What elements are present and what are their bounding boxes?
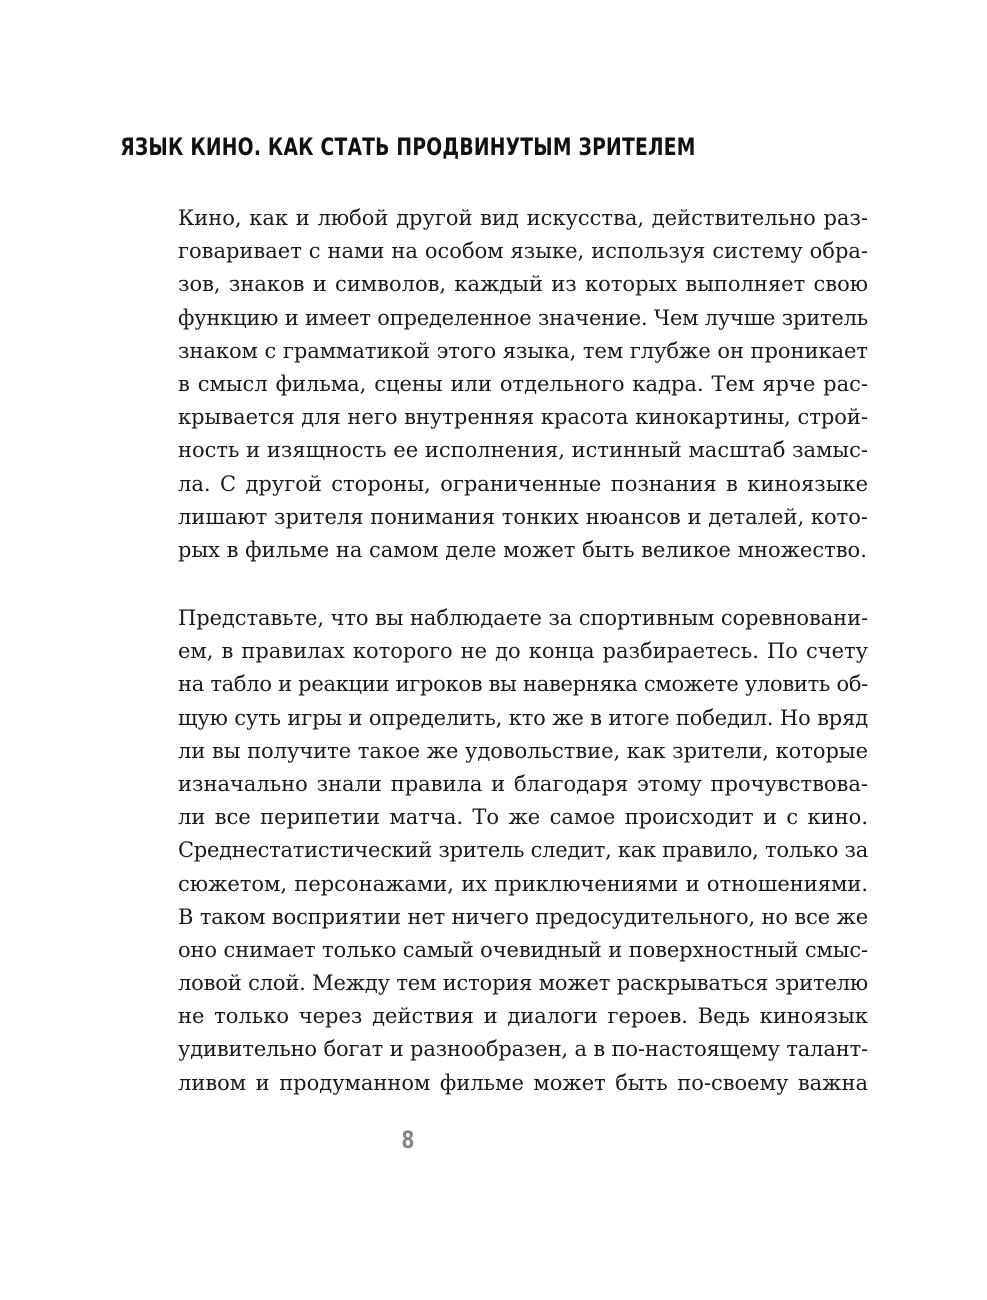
page-number: 8 (401, 1126, 415, 1154)
text-line: оно снимает только самый очевидный и поверхностный смыс- (178, 937, 868, 962)
text-line: Среднестатистический зритель следит, как правило, только за (178, 838, 868, 863)
text-line: ливом и продуманном фильме может быть по-своему важна (178, 1070, 868, 1095)
text-line: ловой слой. Между тем история может раскрываться зрителю (178, 971, 868, 996)
text-line: зов, знаков и символов, каждый из которых выполняет свою (178, 272, 868, 297)
text-line: рых в фильме на самом деле может быть великое множество. (178, 537, 867, 562)
text-line: изначально знали правила и благодаря этому прочувствова- (178, 771, 868, 796)
text-line: крывается для него внутренняя красота кинокартины, строй- (178, 405, 868, 430)
paragraph-2 (178, 602, 868, 1100)
text-line: удивительно богат и разнообразен, а в по-настоящему талант- (178, 1037, 868, 1062)
text-line: не только через действия и диалоги героев. Ведь киноязык (178, 1004, 868, 1029)
text-line: в смысл фильма, сцены или отдельного кадра. Тем ярче рас- (178, 371, 868, 396)
text-line: функцию и имеет определенное значение. Чем лучше зритель (178, 305, 868, 330)
running-title: ЯЗЫК КИНО. КАК СТАТЬ ПРОДВИНУТЫМ ЗРИТЕЛЕМ (120, 133, 696, 161)
text-line: говаривает с нами на особом языке, используя систему обра- (178, 239, 868, 264)
text-line: ли вы получите такое же удовольствие, как зрители, которые (178, 738, 868, 763)
text-line: В таком восприятии нет ничего предосудительного, но все же (178, 904, 869, 929)
text-line: Представьте, что вы наблюдаете за спортивным соревновани- (178, 606, 868, 630)
text-line: щую суть игры и определить, кто же в итоге победил. Но вряд (178, 705, 868, 730)
text-line: Кино, как и любой другой вид искусства, действительно раз- (178, 206, 868, 230)
paragraph-1 (178, 202, 868, 567)
text-line: ем, в правилах которого не до конца разбираетесь. По счету (178, 639, 868, 664)
text-line: на табло и реакции игроков вы наверняка сможете уловить об- (178, 672, 868, 697)
text-line: сюжетом, персонажами, их приключениями и отношениями. (178, 871, 868, 896)
text-line: ли все перипетии матча. То же самое происходит и с кино. (178, 805, 868, 830)
text-line: ность и изящность ее исполнения, истинный масштаб замыс- (178, 438, 868, 463)
text-line: ла. С другой стороны, ограниченные познания в киноязыке (178, 471, 868, 496)
text-line: лишают зрителя понимания тонких нюансов и деталей, кото- (178, 504, 868, 529)
text-line: знаком с грамматикой этого языка, тем глубже он проникает (178, 338, 868, 363)
